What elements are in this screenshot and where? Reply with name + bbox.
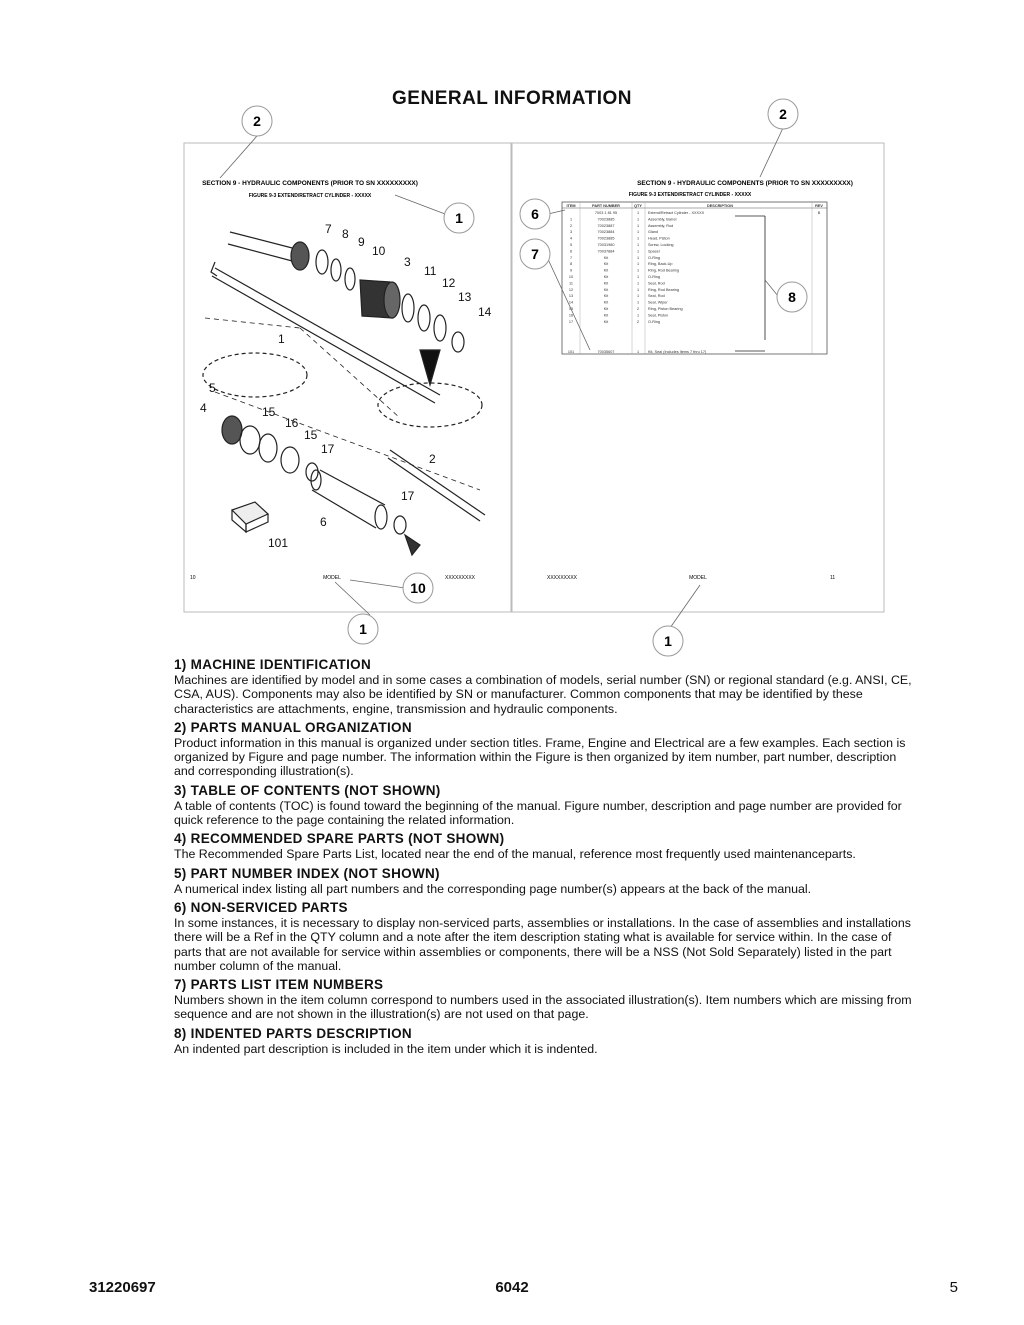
part-label-7: 7 [325,222,332,236]
table-cell: Assembly, Barrel [648,217,677,222]
part-label-17a: 17 [321,442,335,456]
table-cell: Kit [603,262,609,267]
table-cell: 101 [567,350,575,354]
section-6 [174,900,919,973]
table-cell: B [817,211,821,215]
table-cell: 1 [636,236,640,241]
table-cell: Kit [603,300,609,305]
section-heading: 3) TABLE OF CONTENTS (NOT SHOWN) [174,782,441,798]
table-cell: 70023884 [597,230,615,235]
section-heading: 7) PARTS LIST ITEM NUMBERS [174,977,384,993]
table-cell: Extend/Retract Cylinder - XXXXX [648,211,705,215]
table-cell: 70023885 [597,236,615,241]
right-page-footer-center: MODEL [689,575,707,581]
section-3 [174,783,919,828]
section-4 [174,831,919,861]
table-cell: 70037884 [597,249,615,254]
table-cell: 1 [636,223,640,228]
table-cell: 2 [636,319,640,324]
table-cell: Kit, Seal (Includes Items 7 thru 17) [648,350,707,354]
left-page-footer-center: MODEL [323,575,341,581]
section-heading: 1) MACHINE IDENTIFICATION [174,657,371,672]
table-cell: 1 [636,243,640,247]
table-cell: 1 [636,217,640,222]
table-cell: 1 [636,300,640,305]
table-cell: Kit [603,287,609,292]
section-heading: 2) PARTS MANUAL ORGANIZATION [174,719,412,735]
table-cell: 2 [569,223,573,228]
table-cell: 12 [568,287,574,292]
table-cell: Ring, Rod Bearing [648,268,680,273]
table-cell: 1 [636,249,640,254]
table-cell: 1 [636,268,640,273]
table-cell: O-Ring [648,319,661,324]
section-2 [174,720,919,779]
table-cell: Kit [603,294,609,299]
section-body: In some instances, it is necessary to display non-serviced parts, assemblies or installations. In the case of assemblies and installations there will be a Ref in the QTY column and a note after the item description stating what is available for service within. In the case of parts that are not available for service within assemblies or components, there will be a NSS (Not Sold Separately) listed in the part number column of the manual. [174,915,911,973]
page-title: GENERAL INFORMATION [392,88,632,109]
table-cell: 1 [636,230,640,235]
part-label-101: 101 [268,536,289,550]
callout-1-left-footer: 1 [359,621,367,637]
table-cell: Seal, Wiper [648,300,668,305]
parts-list-table [562,202,827,354]
table-cell: 16 [568,313,574,318]
table-cell: 70023885 [597,217,615,222]
footer-page-number: 5 [949,1279,958,1296]
table-cell: 10 [568,275,574,279]
left-page-heading: SECTION 9 - HYDRAULIC COMPONENTS (PRIOR TO SN XXXXXXXXX) [202,180,418,187]
section-heading: 6) NON-SERVICED PARTS [174,899,348,915]
table-cell: 70031980 [597,243,615,247]
footer-document-number: 31220697 [89,1279,156,1296]
part-label-8: 8 [342,227,349,241]
part-label-5: 5 [209,381,216,395]
table-cell: Ring, Piston Bearing [648,307,683,311]
part-label-15a: 15 [262,405,276,419]
table-cell: Kit [603,281,609,286]
table-cell: 1 [636,281,640,286]
table-cell: Seal, Piston [648,313,669,318]
table-cell: DESCRIPTION [707,204,733,208]
table-cell: 9 [569,268,573,273]
section-body: A table of contents (TOC) is found toward the beginning of the manual. Figure number, description and page number are provided for quick reference to the page containing the related information. [174,798,902,828]
left-page-footer-right: XXXXXXXXX [444,575,476,581]
section-8 [174,1026,919,1056]
table-cell: Kit [603,275,609,279]
table-cell: 14 [568,300,574,305]
table-cell: 70035607 [597,350,615,354]
part-label-9: 9 [358,235,365,249]
table-cell: ITEM [566,204,576,208]
table-cell: 1 [636,211,640,215]
table-cell: 4 [569,236,573,241]
section-body: Machines are identified by model and in some cases a combination of models, serial number (SN) or regional standard (e.g. ANSI, CE, CSA, AUS). Components may also be identified by SN or manufacturer. Common components that may be identified by these characteristics are attachments, engine, transmission and hydraulic components. [174,673,912,716]
callout-2-right: 2 [779,106,787,122]
section-body: An indented part description is included in the item under which it is indented. [174,1041,598,1056]
section-7 [174,977,919,1022]
table-cell: Gland [648,230,659,235]
table-cell: 1 [636,287,640,292]
part-label-16: 16 [285,416,299,430]
right-page-heading: SECTION 9 - HYDRAULIC COMPONENTS (PRIOR TO SN XXXXXXXXX) [637,180,853,187]
table-cell: 1 [636,275,640,279]
table-cell: Head, Piston [648,236,670,241]
section-heading: 4) RECOMMENDED SPARE PARTS (NOT SHOWN) [174,831,505,847]
section-5 [174,866,919,896]
callout-10: 10 [410,580,426,596]
table-cell: QTY [634,204,642,208]
table-cell: 1 [636,350,640,354]
callout-8: 8 [788,289,796,305]
table-cell: 1 [636,294,640,299]
footer-model: 6042 [495,1279,529,1296]
section-heading: 5) PART NUMBER INDEX (NOT SHOWN) [174,865,440,881]
table-cell: Assembly, Rod [648,223,674,228]
section-body: Product information in this manual is organized under section titles. Frame, Engine and Electrical are a few examples. Each section is organized by Figure and page number. The information within the Figure is then organized by item number, part number, description and corresponding illustration(s). [174,735,906,779]
part-label-15b: 15 [304,428,318,442]
right-page-footer-right: 11 [830,575,836,581]
right-page-footer-left: XXXXXXXXX [546,575,578,581]
table-cell: 70023887 [597,223,615,228]
table-cell: Kit [603,313,609,318]
part-label-11: 11 [424,264,437,278]
table-cell: Ring, Back-Up [648,262,673,267]
table-cell: O-Ring [648,275,661,279]
section-1 [174,657,919,716]
callout-leader-lines [220,128,783,628]
left-page-footer-left: 10 [190,575,196,581]
table-cell: O-Ring [648,255,661,260]
right-page-subheading: FIGURE 9-3 EXTEND/RETRACT CYLINDER - XXXXX [628,192,752,198]
table-cell: 7003 1 81 95 [594,211,618,215]
table-cell: Ring, Rod Bearing [648,287,680,292]
table-cell: 1 [636,262,640,267]
table-cell: Kit [603,307,609,311]
table-cell: 6 [569,249,573,254]
part-label-6: 6 [320,515,327,529]
table-cell: 5 [569,243,573,247]
table-cell: Seal, Rod [648,294,665,299]
callout-1-heading: 1 [455,210,463,226]
part-label-2: 2 [429,452,436,466]
section-body: Numbers shown in the item column correspond to numbers used in the associated illustration(s). Item numbers which are missing from sequence and are not shown in the illustration(s) are not used on that page. [174,993,912,1022]
parts-manual-spread-figure [0,0,1024,660]
table-cell: 1 [636,313,640,318]
table-cell: Kit [603,268,609,273]
table-cell: Kit [603,319,609,324]
part-label-12: 12 [442,276,456,290]
table-cell: Kit [603,255,609,260]
table-cell: Seal, Rod [648,281,665,286]
callout-7: 7 [531,246,539,262]
table-cell: 8 [569,262,573,267]
table-cell: 7 [569,255,573,260]
part-label-14: 14 [478,305,492,319]
table-cell: 17 [568,319,574,324]
callout-2-left: 2 [253,113,261,129]
table-cell: 11 [569,281,573,286]
table-cell: REV [815,204,823,208]
callout-1-right-footer: 1 [664,633,672,649]
table-cell: Screw, Locking [648,243,674,247]
section-body: The Recommended Spare Parts List, located near the end of the manual, reference most frequently used maintenanceparts. [174,847,856,862]
part-label-3: 3 [404,255,411,269]
table-cell: 13 [568,294,574,299]
section-body: A numerical index listing all part numbers and the corresponding page number(s) appears at the back of the manual. [174,881,812,896]
table-cell: 1 [636,255,640,260]
information-sections [174,657,919,1060]
table-cell: PART NUMBER [592,204,620,208]
part-label-1: 1 [278,332,285,346]
callout-6: 6 [531,206,539,222]
part-label-13: 13 [458,290,472,304]
table-cell: 3 [569,230,573,235]
table-cell: 2 [636,307,640,311]
left-page-subheading: FIGURE 9-3 EXTEND/RETRACT CYLINDER - XXXXX [248,193,372,199]
part-label-17b: 17 [401,489,415,503]
part-label-10: 10 [372,244,386,258]
table-cell: Spacer [648,249,661,254]
table-cell: 15 [568,307,574,311]
part-label-4: 4 [200,401,207,415]
table-cell: 1 [569,217,573,222]
section-heading: 8) INDENTED PARTS DESCRIPTION [174,1025,412,1041]
